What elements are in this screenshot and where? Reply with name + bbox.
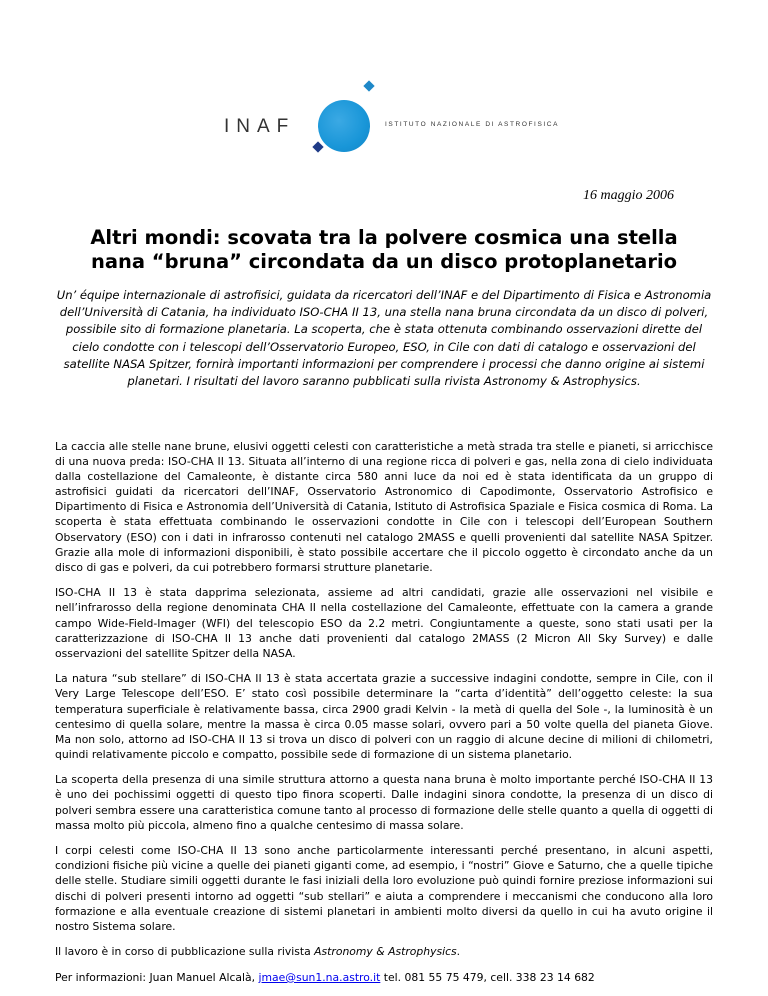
contact-email-link[interactable]: jmae@sun1.na.astro.it — [258, 970, 381, 984]
body-paragraph: La natura “sub stellare” di ISO-CHA II 13 è stata accertata grazie a successive indagini condotte, sempre in Cile, con il Very Large Telescope dell’ESO. E’ stato così possibile determinare la “carta d’identità” dell’oggetto celeste: la sua temperatura superficiale è relativamente bassa, circa 2900 gradi Kelvin - la metà di quella del Sole -, la luminosità è un centesimo di quella solare, mentre la massa è circa 0.05 masse solari, ovvero pari a 50 volte quella del pianeta Giove. Ma non solo, attorno ad ISO-CHA II 13 si trova un disco di polveri con un raggio di alcune decine di milioni di chilometri, quindi relativamente piccolo e compatto, possibile sede di formazione di un sistema planetario. — [55, 672, 713, 761]
logo-institute-name: ISTITUTO NAZIONALE DI ASTROFISICA — [385, 121, 560, 128]
body-paragraph: La scoperta della presenza di una simile struttura attorno a questa nana bruna è molto importante perché ISO-CHA II 13 è uno dei pochissimi oggetti di questo tipo finora scoperti. Dalle indagini sinora condotte, la presenza di un disco di polveri sembra essere una caratteristica comune tanto al processo di formazione delle stelle quanto a quella di oggetti di massa molto più piccola, almeno fino a qualche centesimo di massa solare. — [55, 773, 713, 832]
lead-paragraph: Un’ équipe internazionale di astrofisici, guidata da ricercatori dell’INAF e del Dipartimento di Fisica e Astronomia dell’Università di Catania, ha individuato ISO-CHA II 13, una stella nana bruna circondata da un disco di polveri, possibile sito di formazione planetaria. La scoperta, che è stata ottenuta combinando osservazioni dirette del cielo condotte con i telescopi dell’Osservatorio Europeo, ESO, in Cile con dati di catalogo e osservazioni del satellite NASA Spitzer, fornirà importanti informazioni per comprendere i processi che danno origine ai sistemi planetari. I risultati del lavoro saranno pubblicati sulla rivista Astronomy & Astrophysics. — [56, 288, 712, 389]
body-paragraph: I corpi celesti come ISO-CHA II 13 sono anche particolarmente interessanti perché presentano, in alcuni aspetti, condizioni fisiche più vicine a quelle dei pianeti giganti come, ad esempio, i “nostri” Giove e Saturno, che a quelle tipiche delle stelle. Studiare simili oggetti durante le fasi iniziali della loro evoluzione può quindi fornire preziose informazioni sui dischi di polveri presenti intorno ad oggetti “sub stellari” e aiuta a comprendere i meccanismi che conducono alla loro formazione e alla eventuale creazione di sistemi planetari in ambienti molto diversi da quello in cui ha avuto origine il nostro Sistema solare. — [55, 844, 713, 933]
logo-acronym: INAF — [224, 116, 296, 137]
contact-prefix: Per informazioni: Juan Manuel Alcalà, — [55, 970, 259, 984]
article-body — [55, 439, 713, 996]
press-release-date: 16 maggio 2006 — [583, 188, 674, 203]
body-paragraph: ISO-CHA II 13 è stata dapprima selezionata, assieme ad altri candidati, grazie alle osservazioni nel visibile e nell’infrarosso della regione denominata CHA II nella costellazione del Camaleonte, effettuate con la camera a grande campo Wide-Field-Imager (WFI) del telescopio ESO da 2.2 metri. Congiuntamente a queste, sono stati usati per la caratterizzazione di ISO-CHA II 13 anche dati provenienti dal catalogo 2MASS (2 Micron All Sky Survey) e dalle osservazioni del satellite Spitzer della NASA. — [55, 586, 713, 660]
page-title: Altri mondi: scovata tra la polvere cosmica una stella nana “bruna” circondata da un disco protoplanetario — [90, 226, 678, 273]
publication-prefix: Il lavoro è in corso di pubblicazione sulla rivista — [55, 945, 315, 959]
publication-note — [55, 944, 713, 959]
contact-line — [55, 970, 713, 985]
publication-suffix: . — [456, 945, 461, 959]
logo-diamond-top — [363, 80, 374, 91]
body-paragraph: La caccia alle stelle nane brune, elusivi oggetti celesti con caratteristiche a metà strada tra stelle e pianeti, si arricchisce di una nuova preda: ISO-CHA II 13. Situata all’interno di una regione ricca di polveri e gas, nella zona di cielo individuata dalla costellazione del Camaleonte, è distante circa 580 anni luce da noi ed è stata identificata da un gruppo di astrofisici guidati da ricercatori dell’INAF, Osservatorio Astronomico di Capodimonte, Osservatorio Astrofisico e Dipartimento di Fisica e Astronomia dell’Università di Catania, Istituto di Astrofisica Spaziale e Fisica cosmica di Roma. La scoperta è stata effettuata combinando le osservazioni condotte in Cile con i telescopi dell’European Southern Observatory (ESO) con i dati in infrarosso contenuti nel catalogo 2MASS e quelli provenienti dal satellite NASA Spitzer. Grazie alla mole di informazioni disponibili, è stato possibile accertare che il piccolo oggetto è circondato anche da un disco di gas e polveri, da cui potrebbero formarsi strutture planetarie. — [55, 440, 713, 574]
logo-diamond-bottom — [312, 141, 323, 152]
inaf-logo — [0, 0, 768, 160]
journal-name: Astronomy & Astrophysics — [314, 945, 457, 959]
logo-circle — [318, 100, 370, 152]
contact-phone: tel. 081 55 75 479, cell. 338 23 14 682 — [380, 970, 595, 984]
